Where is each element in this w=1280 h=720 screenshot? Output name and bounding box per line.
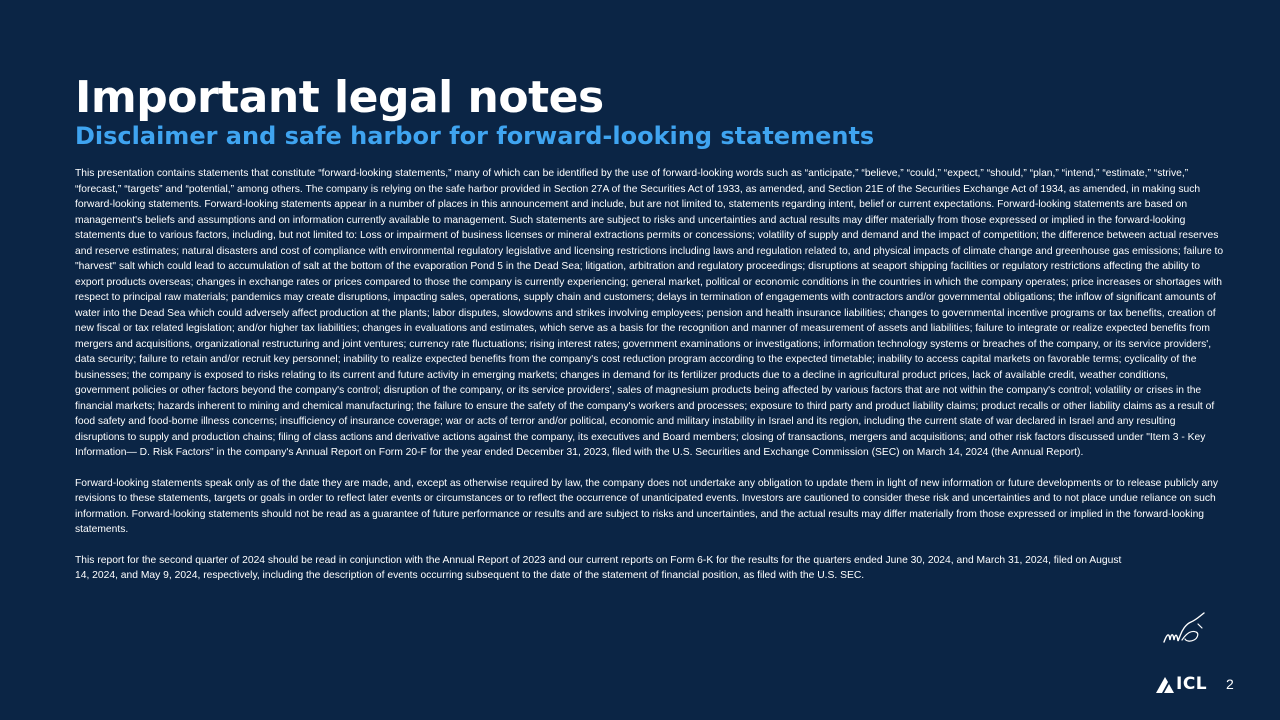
disclaimer-paragraph-forward-looking: This presentation contains statements that constitute “forward-looking statements,” many of which can be identified by the use of forward-looking words such as “anticipate,” “believe,” “could,” “expect,” “should,” “plan,” “intend,” “estimate,” “strive,” “forecast,” “targets” and “potential,” among others. The company is relying on the safe harbor provided in Section 27A of the Securities Act of 1933, as amended, and Section 21E of the Securities Exchange Act of 1934, as amended, in making such forward-looking statements. Forward-looking statements appear in a number of places in this announcement and include, but are not limited to, statements regarding intent, belief or current expectations. Forward-looking statements are based on management's beliefs and assumptions and on information currently available to management. Such statements are subject to risks and uncertainties and actual results may differ materially from those expressed or implied in the forward-looking statements due to various factors, including, but not limited to: Loss or impairment of business licenses or mineral extractions permits or concessions; volatility of supply and demand and the impact of competition; the difference between actual reserves and reserve estimates; natural disasters and cost of compliance with environmental regulatory legislative and licensing restrictions including laws and regulation related to, and physical impacts of climate change and greenhouse gas emissions; failure to "harvest" salt which could lead to accumulation of salt at the bottom of the evaporation Pond 5 in the Dead Sea; litigation, arbitration and regulatory proceedings; disruptions at seaport shipping facilities or regulatory restrictions affecting the ability to export products overseas; changes in exchange rates or prices compared to those the company is currently experiencing; general market, political or economic conditions in the countries in which the company operates; price increases or shortages with respect to principal raw materials; pandemics may create disruptions, impacting sales, operations, supply chain and customers; delays in termination of engagements with contractors and/or governmental obligations; the inflow of significant amounts of water into the Dead Sea which could adversely affect production at the plants; labor disputes, slowdowns and strikes involving employees; pension and health insurance liabilities; changes to governmental incentive programs or tax benefits, creation of new fiscal or tax related legislation; and/or higher tax liabilities; changes in evaluations and estimates, which serve as a basis for the recognition and manner of measurement of assets and liabilities; failure to integrate or realize expected benefits from mergers and acquisitions, organizational restructuring and joint ventures; currency rate fluctuations; rising interest rates; government examinations or investigations; information technology systems or breaches of the company, or its service providers', data security; failure to retain and/or recruit key personnel; inability to realize expected benefits from the company's cost reduction program according to the expected timetable; inability to access capital markets on favorable terms; cyclicality of the businesses; the company is exposed to risks relating to its current and future activity in emerging markets; changes in demand for its fertilizer products due to a decline in agricultural product prices, lack of available credit, weather conditions, government policies or other factors beyond the company's control; disruption of the company, or its service providers', sales of magnesium products being affected by various factors that are not within the company's control; volatility or crises in the financial markets; hazards inherent to mining and chemical manufacturing; the failure to ensure the safety of the company's workers and processes; exposure to third party and product liability claims; product recalls or other liability claims as a result of food safety and food-borne illness concerns; insufficiency of insurance coverage; war or acts of terror and/or political, economic and military instability in Israel and its region, including the current state of war declared in Israel and any resulting disruptions to supply and production chains; filing of class actions and derivative actions against the company, its executives and Board members; closing of transactions, mergers and acquisitions; and other risk factors discussed under "Item 3 - Key Information— D. Risk Factors" in the company's Annual Report on Form 20-F for the year ended December 31, 2023, filed with the U.S. Securities and Exchange Commission (SEC) on March 14, 2024 (the Annual Report). <box>75 168 1224 458</box>
icl-logo <box>1156 673 1218 695</box>
page-number: 2 <box>1226 676 1234 692</box>
slide-title: Important legal notes <box>75 72 604 123</box>
icl-logo-text: ICL <box>1176 674 1208 694</box>
disclaimer-paragraph-report-reference: This report for the second quarter of 2024 should be read in conjunction with the Annual Report of 2023 and our current reports on Form 6-K for the results for the quarters ended June 30, 2024, and March 31, 2024, filed on August 14, 2024, and May 9, 2024, respectively, including the description of events occurring subsequent to the date of the statement of financial position, as filed with the U.S. SEC. <box>75 554 1122 581</box>
signature-icon <box>1158 610 1210 656</box>
disclaimer-paragraph-no-obligation: Forward-looking statements speak only as of the date they are made, and, except as otherwise required by law, the company does not undertake any obligation to update them in light of new information or future developments or to release publicly any revisions to these statements, targets or goals in order to reflect later events or circumstances or to reflect the occurrence of unanticipated events. Investors are cautioned to consider these risk and uncertainties and to not place undue reliance on such information. Forward-looking statements should not be read as a guarantee of future performance or results and are subject to risks and uncertainties, and the actual results may differ materially from those expressed or implied in the forward-looking statements. <box>75 477 1219 535</box>
disclaimer-body <box>75 166 1225 584</box>
icl-logo-icon <box>1156 675 1174 693</box>
slide-subtitle: Disclaimer and safe harbor for forward-looking statements <box>75 122 875 150</box>
